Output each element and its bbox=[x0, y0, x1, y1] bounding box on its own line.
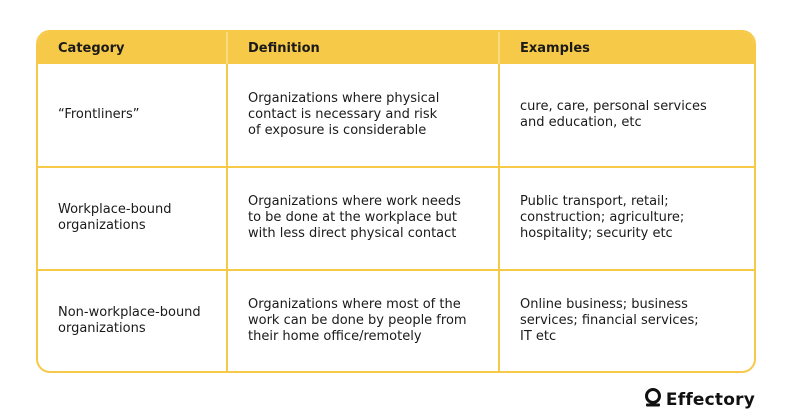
row-2-definition-text: Organizations where work needs to be done at the workplace but with less direct physical contact bbox=[248, 194, 461, 242]
row-2-category bbox=[38, 166, 226, 268]
row-1-definition-text: Organizations where physical contact is necessary and risk of exposure is considerable bbox=[248, 91, 440, 139]
row-2-category-text: Workplace-bound organizations bbox=[58, 202, 172, 234]
row-3-examples-text: Online business; business services; financial services; IT etc bbox=[520, 296, 699, 344]
table-grid bbox=[38, 32, 754, 371]
header-category: Category bbox=[38, 32, 226, 64]
row-3-definition bbox=[226, 269, 498, 371]
effectory-logo-text: Effectory bbox=[665, 390, 755, 410]
row-3-examples bbox=[498, 269, 754, 371]
row-1-definition bbox=[226, 64, 498, 166]
effectory-logo-icon bbox=[645, 388, 661, 412]
row-3-definition-text: Organizations where most of the work can be done by people from their home office/remotely bbox=[248, 296, 467, 344]
row-1-examples-text: cure, care, personal services and education, etc bbox=[520, 99, 707, 131]
header-definition: Definition bbox=[226, 32, 498, 64]
categories-table bbox=[36, 30, 756, 373]
row-3-category bbox=[38, 269, 226, 371]
effectory-logo bbox=[645, 388, 755, 412]
header-examples: Examples bbox=[498, 32, 754, 64]
row-1-category-text: “Frontliners” bbox=[58, 107, 140, 123]
row-1-examples bbox=[498, 64, 754, 166]
row-2-examples-text: Public transport, retail; construction; agriculture; hospitality; security etc bbox=[520, 194, 685, 242]
row-2-examples bbox=[498, 166, 754, 268]
row-2-definition bbox=[226, 166, 498, 268]
row-3-category-text: Non-workplace-bound organizations bbox=[58, 304, 201, 336]
row-1-category bbox=[38, 64, 226, 166]
